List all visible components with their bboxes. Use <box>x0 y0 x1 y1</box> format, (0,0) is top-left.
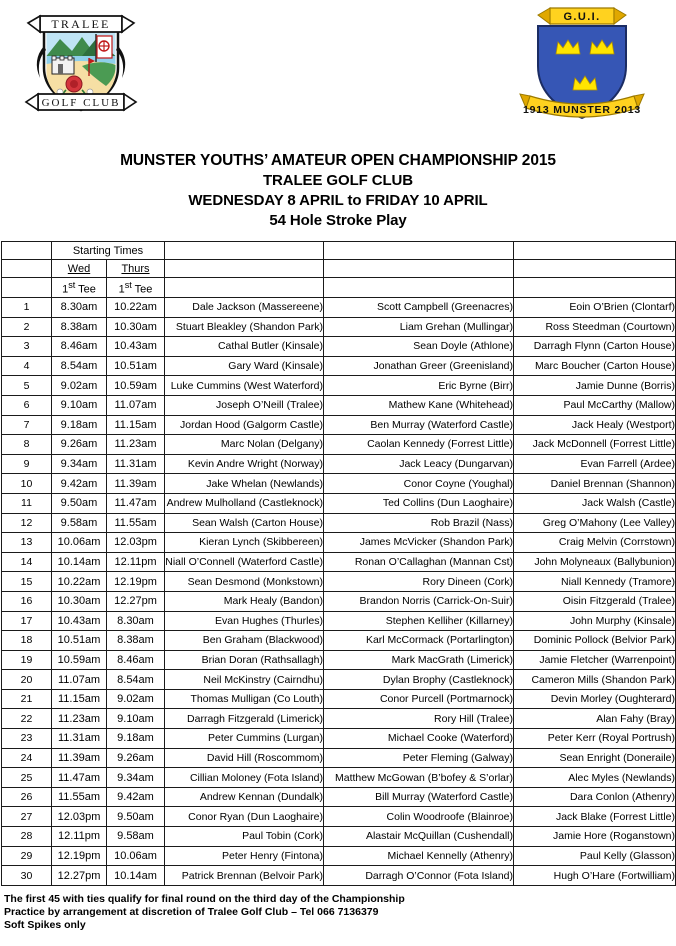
player-3: Oisin Fitzgerald (Tralee) <box>514 591 676 611</box>
wed-time: 9.34am <box>52 454 107 474</box>
table-row <box>2 317 676 337</box>
player-1: Cillian Moloney (Fota Island) <box>165 768 324 788</box>
wed-time: 9.02am <box>52 376 107 396</box>
row-number: 30 <box>2 866 52 886</box>
table-row <box>2 729 676 749</box>
row-number: 4 <box>2 356 52 376</box>
table-row <box>2 866 676 886</box>
tralee-crest-top-banner-text: TRALEE <box>51 17 111 31</box>
player-2: Brandon Norris (Carrick-On-Suir) <box>324 591 514 611</box>
player-2: Matthew McGowan (B’bofey & S’orlar) <box>324 768 514 788</box>
player-1: Jordan Hood (Galgorm Castle) <box>165 415 324 435</box>
thurs-time: 10.06am <box>107 846 165 866</box>
thurs-time: 11.39am <box>107 474 165 494</box>
player-3: Jamie Dunne (Borris) <box>514 376 676 396</box>
header-tee-thurs: 1st Tee <box>107 278 165 298</box>
document-title-block <box>0 151 676 231</box>
player-1: Andrew Mulholland (Castleknock) <box>165 493 324 513</box>
row-number: 27 <box>2 807 52 827</box>
row-number: 10 <box>2 474 52 494</box>
format-title: 54 Hole Stroke Play <box>269 212 407 229</box>
player-3: Craig Melvin (Corrstown) <box>514 533 676 553</box>
table-row <box>2 768 676 788</box>
wed-time: 9.50am <box>52 493 107 513</box>
player-3: Evan Farrell (Ardee) <box>514 454 676 474</box>
player-1: Luke Cummins (West Waterford) <box>165 376 324 396</box>
player-3: Jack McDonnell (Forrest Little) <box>514 435 676 455</box>
player-2: Scott Campbell (Greenacres) <box>324 298 514 318</box>
header-spacer-p3-2 <box>514 260 676 278</box>
player-3: Niall Kennedy (Tramore) <box>514 572 676 592</box>
footer-spikes-note: Soft Spikes only <box>4 919 86 932</box>
thurs-time: 10.51am <box>107 356 165 376</box>
table-row <box>2 748 676 768</box>
table-header <box>2 242 676 298</box>
header-tee-wed: 1st Tee <box>52 278 107 298</box>
player-3: Alec Myles (Newlands) <box>514 768 676 788</box>
player-3: Greg O’Mahony (Lee Valley) <box>514 513 676 533</box>
wed-time: 10.43am <box>52 611 107 631</box>
row-number: 22 <box>2 709 52 729</box>
table-body <box>2 298 676 886</box>
player-3: Daniel Brennan (Shannon) <box>514 474 676 494</box>
row-number: 13 <box>2 533 52 553</box>
row-number: 14 <box>2 552 52 572</box>
player-1: Patrick Brennan (Belvoir Park) <box>165 866 324 886</box>
thurs-time: 10.30am <box>107 317 165 337</box>
player-1: Neil McKinstry (Cairndhu) <box>165 670 324 690</box>
header-row-days <box>2 260 676 278</box>
row-number: 20 <box>2 670 52 690</box>
player-2: Michael Cooke (Waterford) <box>324 729 514 749</box>
thurs-time: 11.47am <box>107 493 165 513</box>
header-spacer-p2-2 <box>324 260 514 278</box>
player-2: Caolan Kennedy (Forrest Little) <box>324 435 514 455</box>
player-1: Sean Walsh (Carton House) <box>165 513 324 533</box>
row-number: 7 <box>2 415 52 435</box>
player-3: Eoin O’Brien (Clontarf) <box>514 298 676 318</box>
thurs-time: 9.58am <box>107 827 165 847</box>
footer-qualify-note: The first 45 with ties qualify for final round on the third day of the Championship <box>4 892 405 905</box>
header-cell-empty-no <box>2 242 52 260</box>
table-row <box>2 611 676 631</box>
wed-time: 9.42am <box>52 474 107 494</box>
wed-time: 10.59am <box>52 650 107 670</box>
wed-time: 10.51am <box>52 631 107 651</box>
player-1: Stuart Bleakley (Shandon Park) <box>165 317 324 337</box>
player-2: Ted Collins (Dun Laoghaire) <box>324 493 514 513</box>
player-3: Sean Enright (Doneraile) <box>514 748 676 768</box>
row-number: 26 <box>2 787 52 807</box>
player-1: Gary Ward (Kinsale) <box>165 356 324 376</box>
player-1: Andrew Kennan (Dundalk) <box>165 787 324 807</box>
page-title: MUNSTER YOUTHS’ AMATEUR OPEN CHAMPIONSHIP 2015 <box>120 152 556 169</box>
row-number: 29 <box>2 846 52 866</box>
player-3: Paul Kelly (Glasson) <box>514 846 676 866</box>
tee-times-table <box>1 241 676 886</box>
row-number: 5 <box>2 376 52 396</box>
table-row <box>2 395 676 415</box>
thurs-time: 10.43am <box>107 337 165 357</box>
player-2: Sean Doyle (Athlone) <box>324 337 514 357</box>
thurs-time: 8.30am <box>107 611 165 631</box>
player-3: Ross Steedman (Courtown) <box>514 317 676 337</box>
table-row <box>2 846 676 866</box>
thurs-time: 9.50am <box>107 807 165 827</box>
footer-practice-note: Practice by arrangement at discretion of Tralee Golf Club – Tel 066 7136379 <box>4 906 379 919</box>
thurs-time: 12.03pm <box>107 533 165 553</box>
player-3: John Molyneaux (Ballybunion) <box>514 552 676 572</box>
table-row <box>2 415 676 435</box>
player-3: Devin Morley (Oughterard) <box>514 689 676 709</box>
player-2: Darragh O’Connor (Fota Island) <box>324 866 514 886</box>
player-3: Marc Boucher (Carton House) <box>514 356 676 376</box>
tralee-golf-club-crest <box>22 6 140 118</box>
player-1: Darragh Fitzgerald (Limerick) <box>165 709 324 729</box>
player-2: Jonathan Greer (Greenisland) <box>324 356 514 376</box>
player-3: Jamie Hore (Roganstown) <box>514 827 676 847</box>
thurs-time: 10.22am <box>107 298 165 318</box>
tralee-crest-bottom-banner-text: GOLF CLUB <box>41 97 121 109</box>
footer-notes <box>4 893 676 933</box>
player-1: Conor Ryan (Dun Laoghaire) <box>165 807 324 827</box>
row-number: 16 <box>2 591 52 611</box>
header-day-wed: Wed <box>52 260 107 278</box>
wed-time: 8.30am <box>52 298 107 318</box>
header-row-starting-times <box>2 242 676 260</box>
thurs-time: 11.55am <box>107 513 165 533</box>
header-player2-empty <box>324 278 514 298</box>
player-1: Kevin Andre Wright (Norway) <box>165 454 324 474</box>
wed-time: 11.31am <box>52 729 107 749</box>
crest-header <box>0 0 676 135</box>
wed-time: 10.22am <box>52 572 107 592</box>
table-row <box>2 631 676 651</box>
header-cell-empty-no-2 <box>2 260 52 278</box>
gui-crest-bottom-banner-text: 1913 MUNSTER 2013 <box>522 104 642 116</box>
wed-time: 8.46am <box>52 337 107 357</box>
thurs-time: 11.15am <box>107 415 165 435</box>
player-1: Joseph O’Neill (Tralee) <box>165 395 324 415</box>
wed-time: 9.26am <box>52 435 107 455</box>
player-1: Niall O’Connell (Waterford Castle) <box>165 552 324 572</box>
player-3: Jack Healy (Westport) <box>514 415 676 435</box>
player-2: Colin Woodroofe (Blainroe) <box>324 807 514 827</box>
player-1: Mark Healy (Bandon) <box>165 591 324 611</box>
player-2: Alastair McQuillan (Cushendall) <box>324 827 514 847</box>
player-1: Marc Nolan (Delgany) <box>165 435 324 455</box>
player-1: Brian Doran (Rathsallagh) <box>165 650 324 670</box>
row-number: 25 <box>2 768 52 788</box>
thurs-time: 10.59am <box>107 376 165 396</box>
player-1: Kieran Lynch (Skibbereen) <box>165 533 324 553</box>
thurs-time: 9.10am <box>107 709 165 729</box>
row-number: 21 <box>2 689 52 709</box>
table-row <box>2 298 676 318</box>
dates-title: WEDNESDAY 8 APRIL to FRIDAY 10 APRIL <box>188 192 488 209</box>
thurs-time: 11.23am <box>107 435 165 455</box>
wed-time: 9.10am <box>52 395 107 415</box>
header-starting-times: Starting Times <box>52 242 165 260</box>
table-row <box>2 650 676 670</box>
wed-time: 12.03pm <box>52 807 107 827</box>
wed-time: 11.39am <box>52 748 107 768</box>
table-row <box>2 787 676 807</box>
thurs-time: 12.27pm <box>107 591 165 611</box>
thurs-time: 8.38am <box>107 631 165 651</box>
player-1: Sean Desmond (Monkstown) <box>165 572 324 592</box>
player-2: Rory Hill (Tralee) <box>324 709 514 729</box>
row-number: 24 <box>2 748 52 768</box>
thurs-time: 9.34am <box>107 768 165 788</box>
player-2: Peter Fleming (Galway) <box>324 748 514 768</box>
header-spacer-p1-2 <box>165 260 324 278</box>
row-number: 19 <box>2 650 52 670</box>
table-row <box>2 356 676 376</box>
table-row <box>2 376 676 396</box>
player-1: David Hill (Roscommom) <box>165 748 324 768</box>
player-1: Cathal Butler (Kinsale) <box>165 337 324 357</box>
thurs-time: 9.18am <box>107 729 165 749</box>
player-1: Paul Tobin (Cork) <box>165 827 324 847</box>
wed-time: 11.47am <box>52 768 107 788</box>
wed-time: 12.11pm <box>52 827 107 847</box>
player-2: Karl McCormack (Portarlington) <box>324 631 514 651</box>
player-3: Cameron Mills (Shandon Park) <box>514 670 676 690</box>
table-row <box>2 552 676 572</box>
table-row <box>2 337 676 357</box>
player-1: Peter Henry (Fintona) <box>165 846 324 866</box>
row-number: 23 <box>2 729 52 749</box>
header-spacer-p1 <box>165 242 324 260</box>
table-row <box>2 513 676 533</box>
player-3: Dominic Pollock (Belvior Park) <box>514 631 676 651</box>
player-3: Peter Kerr (Royal Portrush) <box>514 729 676 749</box>
row-number: 12 <box>2 513 52 533</box>
player-2: Bill Murray (Waterford Castle) <box>324 787 514 807</box>
wed-time: 11.15am <box>52 689 107 709</box>
thurs-time: 9.26am <box>107 748 165 768</box>
player-1: Dale Jackson (Massereene) <box>165 298 324 318</box>
wed-time: 11.07am <box>52 670 107 690</box>
wed-time: 8.38am <box>52 317 107 337</box>
table-row <box>2 572 676 592</box>
player-2: Stephen Kelliher (Killarney) <box>324 611 514 631</box>
table-row <box>2 435 676 455</box>
wed-time: 10.14am <box>52 552 107 572</box>
player-3: Dara Conlon (Athenry) <box>514 787 676 807</box>
player-3: Jamie Fletcher (Warrenpoint) <box>514 650 676 670</box>
table-row <box>2 807 676 827</box>
header-row-tee <box>2 278 676 298</box>
player-2: Ben Murray (Waterford Castle) <box>324 415 514 435</box>
player-3: Darragh Flynn (Carton House) <box>514 337 676 357</box>
player-2: Eric Byrne (Birr) <box>324 376 514 396</box>
player-2: Michael Kennelly (Athenry) <box>324 846 514 866</box>
player-2: Conor Coyne (Youghal) <box>324 474 514 494</box>
wed-time: 8.54am <box>52 356 107 376</box>
row-number: 18 <box>2 631 52 651</box>
wed-time: 12.27pm <box>52 866 107 886</box>
table-row <box>2 689 676 709</box>
thurs-time: 11.07am <box>107 395 165 415</box>
row-number: 9 <box>2 454 52 474</box>
player-2: James McVicker (Shandon Park) <box>324 533 514 553</box>
player-1: Evan Hughes (Thurles) <box>165 611 324 631</box>
player-3: Paul McCarthy (Mallow) <box>514 395 676 415</box>
wed-time: 9.58am <box>52 513 107 533</box>
player-2: Mark MacGrath (Limerick) <box>324 650 514 670</box>
row-number: 6 <box>2 395 52 415</box>
player-2: Ronan O’Callaghan (Mannan Cst) <box>324 552 514 572</box>
thurs-time: 12.11pm <box>107 552 165 572</box>
table-row <box>2 827 676 847</box>
thurs-time: 12.19pm <box>107 572 165 592</box>
row-number: 17 <box>2 611 52 631</box>
player-3: Jack Blake (Forrest Little) <box>514 807 676 827</box>
wed-time: 12.19pm <box>52 846 107 866</box>
header-spacer-p2 <box>324 242 514 260</box>
gui-munster-crest <box>512 2 652 127</box>
row-number: 1 <box>2 298 52 318</box>
table-row <box>2 454 676 474</box>
thurs-time: 11.31am <box>107 454 165 474</box>
player-1: Peter Cummins (Lurgan) <box>165 729 324 749</box>
player-3: John Murphy (Kinsale) <box>514 611 676 631</box>
player-2: Rory Dineen (Cork) <box>324 572 514 592</box>
player-2: Jack Leacy (Dungarvan) <box>324 454 514 474</box>
header-spacer-p3 <box>514 242 676 260</box>
player-2: Mathew Kane (Whitehead) <box>324 395 514 415</box>
wed-time: 11.23am <box>52 709 107 729</box>
wed-time: 9.18am <box>52 415 107 435</box>
header-player1-empty <box>165 278 324 298</box>
row-number: 8 <box>2 435 52 455</box>
thurs-time: 9.42am <box>107 787 165 807</box>
player-3: Jack Walsh (Castle) <box>514 493 676 513</box>
table-row <box>2 670 676 690</box>
header-day-thurs: Thurs <box>107 260 165 278</box>
row-number: 15 <box>2 572 52 592</box>
table-row <box>2 474 676 494</box>
table-row <box>2 493 676 513</box>
thurs-time: 8.46am <box>107 650 165 670</box>
player-2: Conor Purcell (Portmarnock) <box>324 689 514 709</box>
table-row <box>2 533 676 553</box>
venue-title: TRALEE GOLF CLUB <box>262 172 414 189</box>
player-1: Thomas Mulligan (Co Louth) <box>165 689 324 709</box>
table-row <box>2 591 676 611</box>
player-1: Ben Graham (Blackwood) <box>165 631 324 651</box>
header-cell-empty-no-3 <box>2 278 52 298</box>
row-number: 3 <box>2 337 52 357</box>
thurs-time: 10.14am <box>107 866 165 886</box>
wed-time: 10.06am <box>52 533 107 553</box>
wed-time: 10.30am <box>52 591 107 611</box>
row-number: 11 <box>2 493 52 513</box>
player-2: Dylan Brophy (Castleknock) <box>324 670 514 690</box>
header-player3-empty <box>514 278 676 298</box>
player-2: Liam Grehan (Mullingar) <box>324 317 514 337</box>
player-3: Hugh O’Hare (Fortwilliam) <box>514 866 676 886</box>
thurs-time: 9.02am <box>107 689 165 709</box>
table-row <box>2 709 676 729</box>
row-number: 2 <box>2 317 52 337</box>
player-2: Rob Brazil (Nass) <box>324 513 514 533</box>
thurs-time: 8.54am <box>107 670 165 690</box>
player-1: Jake Whelan (Newlands) <box>165 474 324 494</box>
row-number: 28 <box>2 827 52 847</box>
player-3: Alan Fahy (Bray) <box>514 709 676 729</box>
gui-crest-top-banner-text: G.U.I. <box>563 11 601 23</box>
wed-time: 11.55am <box>52 787 107 807</box>
